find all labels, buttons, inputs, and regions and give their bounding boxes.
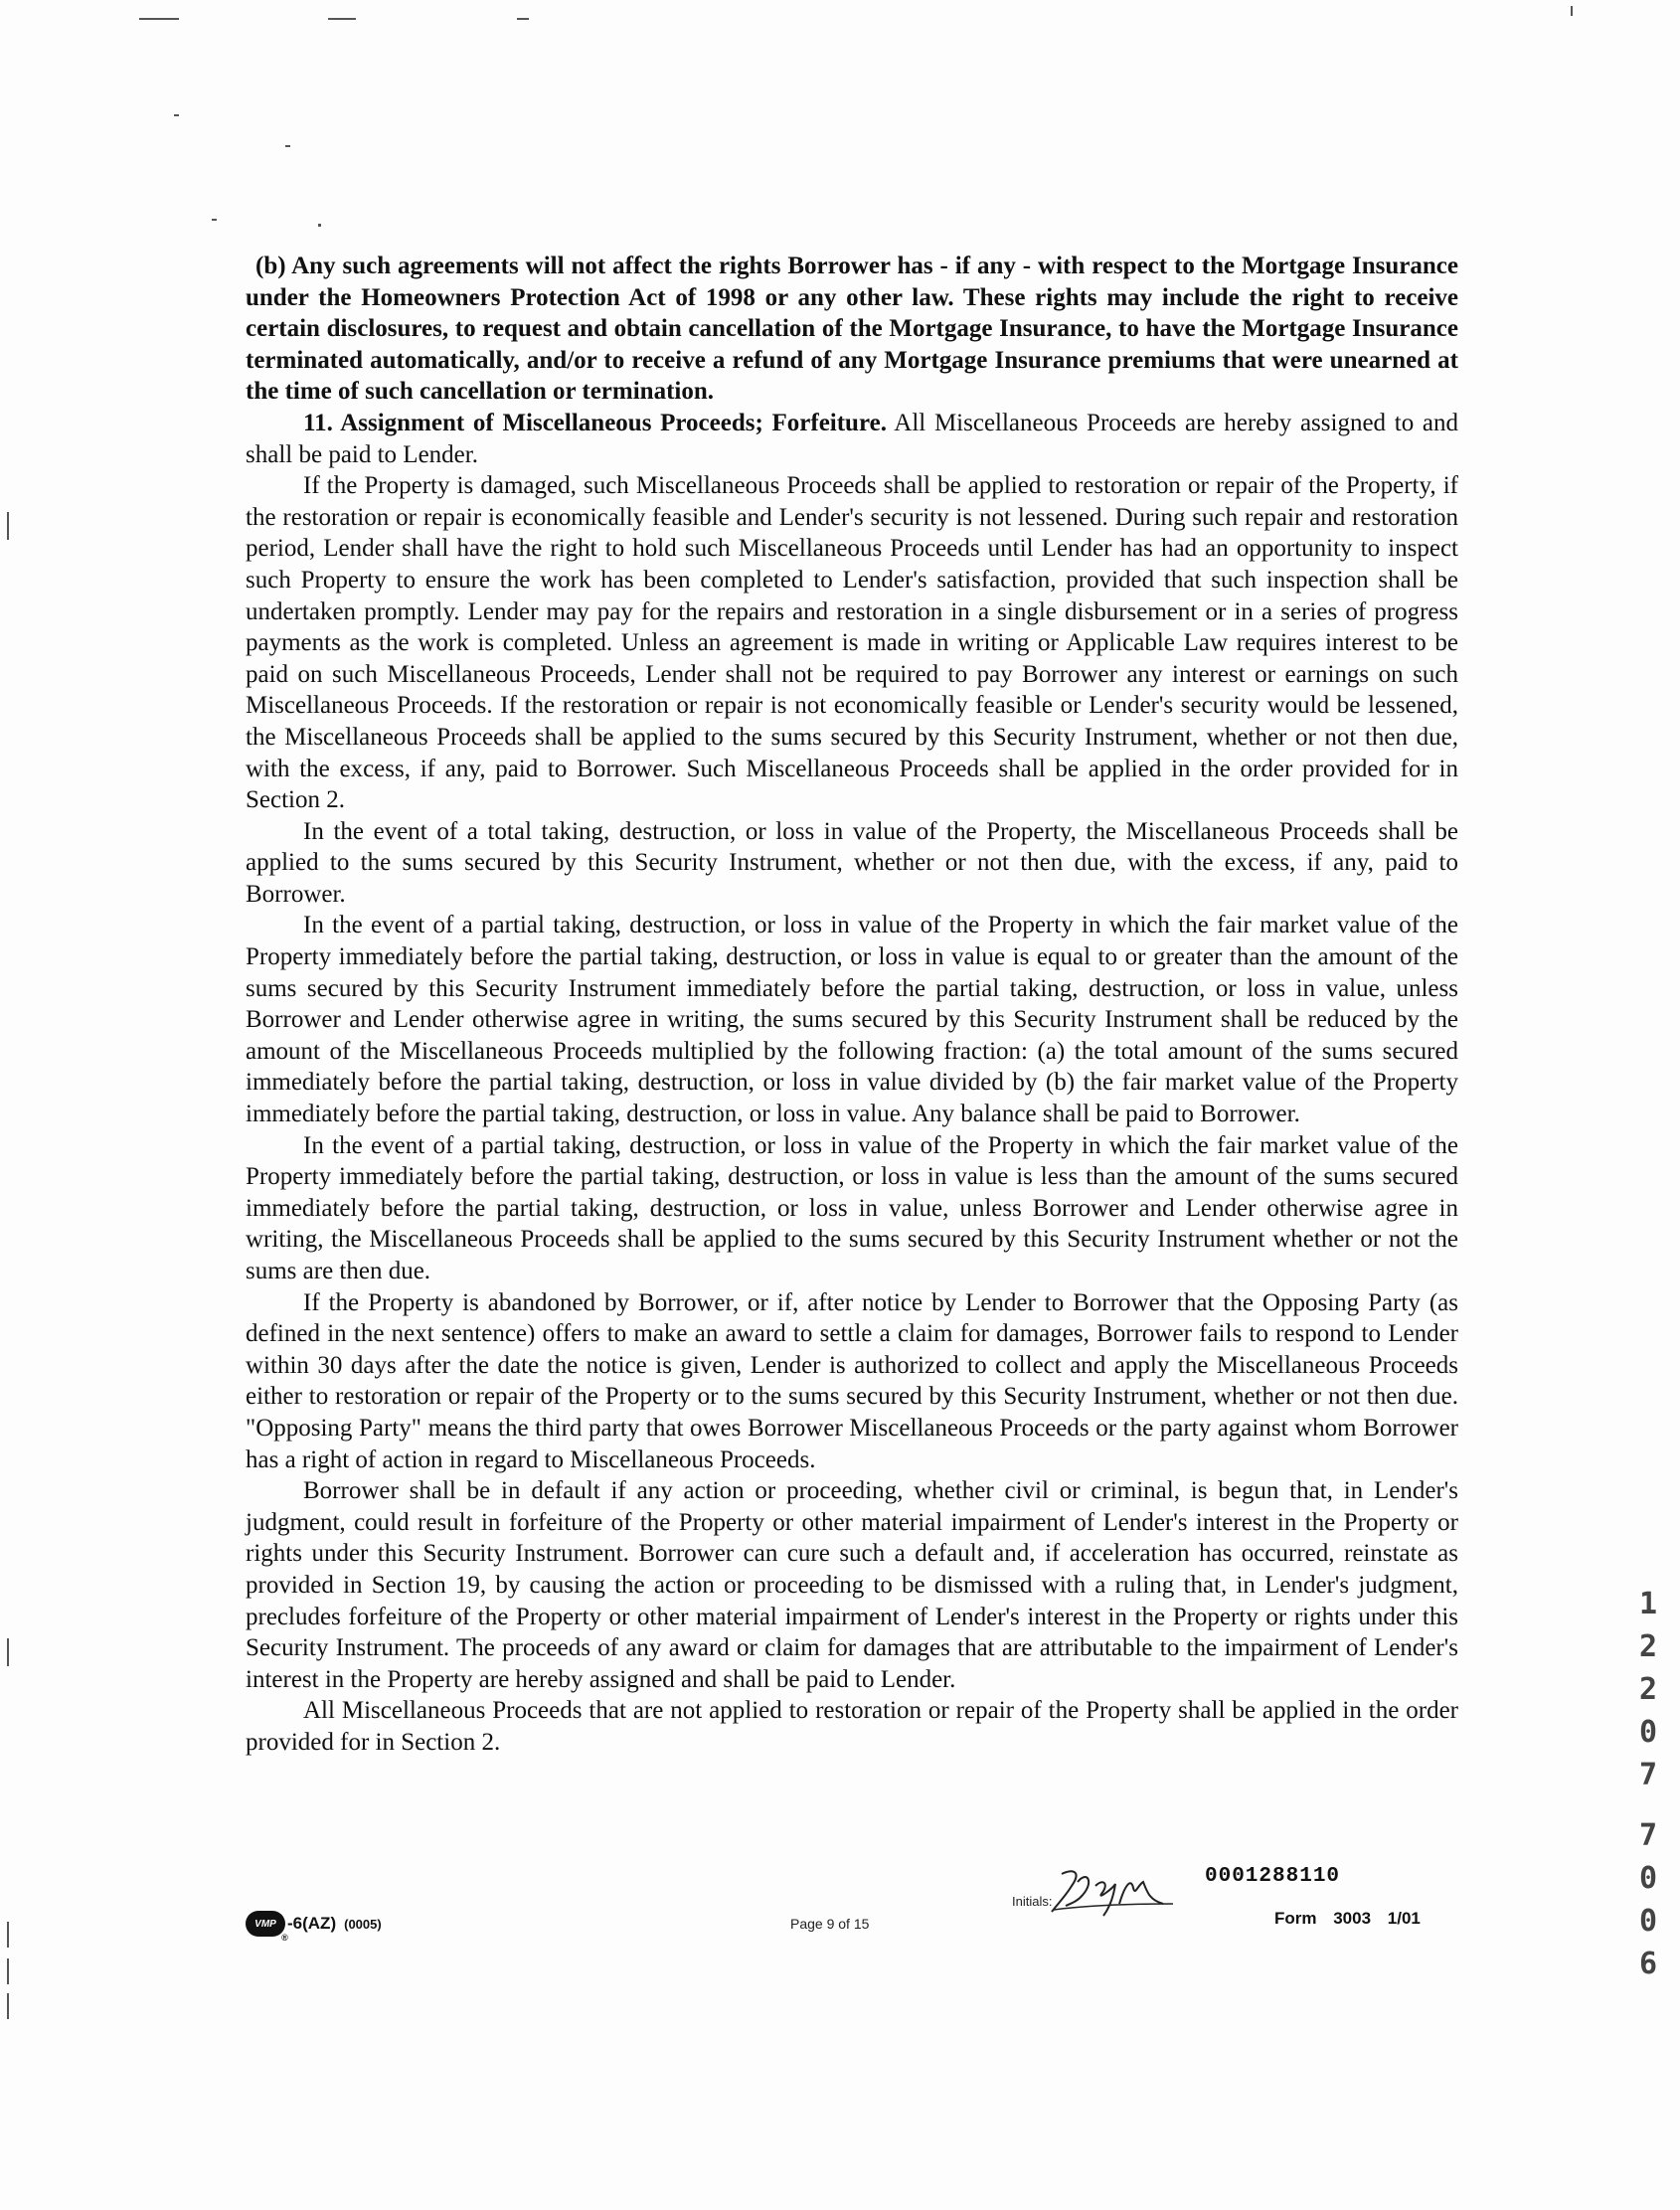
paragraph-section-11: 11. Assignment of Miscellaneous Proceeds; Forfeiture. All Miscellaneous Proceeds are hereby assigned to and shall be paid to Lender. <box>246 409 1459 468</box>
stamp-digit: 7 <box>1638 1818 1658 1853</box>
document-body <box>246 251 1458 1759</box>
stamp-digit: 0 <box>1638 1904 1658 1939</box>
scan-mark <box>7 1993 9 2019</box>
scan-mark <box>7 1638 9 1666</box>
scan-mark <box>7 1958 9 1984</box>
form-code-label: -6(AZ) <box>287 1914 337 1933</box>
stamp-digit: 2 <box>1638 1629 1658 1664</box>
loan-number: 0001288110 <box>1205 1865 1341 1888</box>
scan-mark <box>174 114 179 116</box>
scan-mark <box>285 145 290 147</box>
paragraph-total-taking: In the event of a total taking, destruction, or loss in value of the Property, the Miscellaneous Proceeds shall be applied to the sums secured by this Security Instrument, whether or not then due, with the excess, if any, paid to Borrower. <box>246 817 1458 908</box>
stamp-digit: 1 <box>1638 1587 1658 1621</box>
initials-signature <box>1044 1864 1203 1924</box>
stamp-digit: 0 <box>1638 1861 1658 1896</box>
stamp-digit: 0 <box>1638 1715 1658 1750</box>
initials-label: Initials: <box>1012 1894 1053 1909</box>
stamp-digit: 7 <box>1638 1758 1658 1792</box>
paragraph-mortgage-insurance-rights: (b) Any such agreements will not affect the rights Borrower has - if any - with respect to the Mortgage Insurance under the Homeowners Protection Act of 1998 or any other law. These rights may include the right to receive certain disclosures, to request and obtain cancellation of the Mortgage Insurance, to have the Mortgage Insurance terminated automatically, and/or to receive a refund of any Mortgage Insurance premiums that were unearned at the time of such cancellation or termination. <box>246 253 1458 406</box>
scan-mark <box>517 18 529 20</box>
form-code <box>246 1911 382 1943</box>
paragraph-default: Borrower shall be in default if any action or proceeding, whether civil or criminal, is begun that, in Lender's judgment, could result in forfeiture of the Property or other material impairment of Lender's interest in the Property or rights under this Security Instrument. Borrower can cure such a default and, if acceleration has occurred, reinstate as provided in Section 19, by causing the action or proceeding to be dismissed with a ruling that, in Lender's judgment, precludes forfeiture of the Property or other material impairment of Lender's interest in the Property or rights under this Security Instrument. The proceeds of any award or claim for damages that are attributable to the impairment of Lender's interest in the Property are hereby assigned and shall be paid to Lender. <box>246 1477 1458 1693</box>
side-document-number-stamp <box>1633 1583 1663 1985</box>
form-id: Form 3003 1/01 <box>1274 1909 1421 1928</box>
form-code-sub: (0005) <box>344 1916 382 1932</box>
scan-mark <box>212 219 217 221</box>
paragraph-partial-taking-less: In the event of a partial taking, destruction, or loss in value of the Property in which the fair market value of the Property immediately before the partial taking, destruction, or loss in value is less than the amount of the sums secured immediately before the partial taking, destruction, or loss in value, unless Borrower and Lender otherwise agree in writing, the Miscellaneous Proceeds shall be applied to the sums secured by this Security Instrument whether or not the sums are then due. <box>246 1131 1458 1284</box>
scan-mark <box>139 18 179 20</box>
paragraph-partial-taking-greater: In the event of a partial taking, destruction, or loss in value of the Property in which the fair market value of the Property immediately before the partial taking, destruction, or loss in value is equal to or greater than the amount of the sums secured by this Security Instrument immediately before the partial taking, destruction, or loss in value, unless Borrower and Lender otherwise agree in writing, the sums secured by this Security Instrument shall be reduced by the amount of the Miscellaneous Proceeds multiplied by the following fraction: (a) the total amount of the sums secured immediately before the partial taking, destruction, or loss in value divided by (b) the fair market value of the Property immediately before the partial taking, destruction, or loss in value. Any balance shall be paid to Borrower. <box>246 912 1458 1128</box>
section-11-heading: 11. Assignment of Miscellaneous Proceeds; Forfeiture. <box>303 409 887 436</box>
scan-mark <box>328 18 356 20</box>
page-number: Page 9 of 15 <box>790 1916 870 1932</box>
vmp-logo: VMP ® <box>246 1911 285 1937</box>
stamp-digit: 2 <box>1638 1672 1658 1707</box>
scan-mark <box>7 512 9 540</box>
scan-mark <box>7 1922 9 1948</box>
scan-mark <box>1571 6 1573 16</box>
stamp-digit: 6 <box>1638 1947 1658 1981</box>
scan-mark <box>318 224 321 227</box>
paragraph-remaining-proceeds: All Miscellaneous Proceeds that are not applied to restoration or repair of the Property shall be applied in the order provided for in Section 2. <box>246 1697 1458 1756</box>
paragraph-property-damaged: If the Property is damaged, such Miscellaneous Proceeds shall be applied to restoration or repair of the Property, if the restoration or repair is economically feasible and Lender's security is not lessened. During such repair and restoration period, Lender shall have the right to hold such Miscellaneous Proceeds until Lender has had an opportunity to inspect such Property to ensure the work has been completed to Lender's satisfaction, provided that such inspection shall be undertaken promptly. Lender may pay for the repairs and restoration in a single disbursement or in a series of progress payments as the work is completed. Unless an agreement is made in writing or Applicable Law requires interest to be paid on such Miscellaneous Proceeds, Lender shall not be required to pay Borrower any interest or earnings on such Miscellaneous Proceeds. If the restoration or repair is not economically feasible or Lender's security would be lessened, the Miscellaneous Proceeds shall be applied to the sums secured by this Security Instrument, whether or not then due, with the excess, if any, paid to Borrower. Such Miscellaneous Proceeds shall be applied in the order provided for in Section 2. <box>246 472 1458 814</box>
paragraph-abandoned: If the Property is abandoned by Borrower, or if, after notice by Lender to Borrower that the Opposing Party (as defined in the next sentence) offers to make an award to settle a claim for damages, Borrower fails to respond to Lender within 30 days after the date the notice is given, Lender is authorized to collect and apply the Miscellaneous Proceeds either to restoration or repair of the Property or to the sums secured by this Security Instrument, whether or not then due. "Opposing Party" means the third party that owes Borrower Miscellaneous Proceeds or the party against whom Borrower has a right of action in regard to Miscellaneous Proceeds. <box>246 1288 1458 1473</box>
